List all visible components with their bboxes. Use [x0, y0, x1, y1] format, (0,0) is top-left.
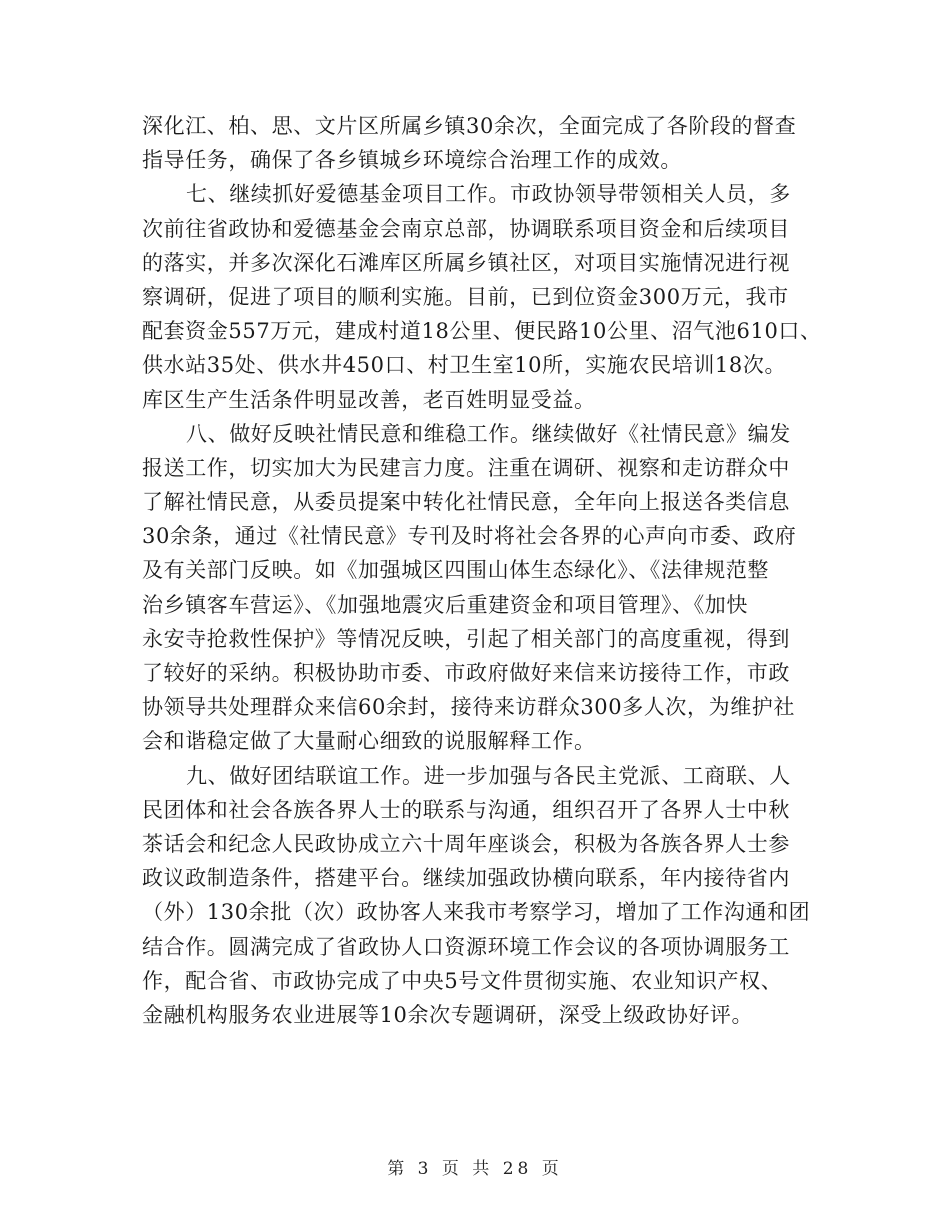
body-line: 察调研，促进了项目的顺利实施。目前，已到位资金300万元，我市 — [142, 284, 789, 309]
document-body — [142, 109, 822, 1032]
body-line: 了解社情民意，从委员提案中转化社情民意，全年向上报送各类信息 — [142, 490, 790, 515]
body-line: 库区生产生活条件明显改善，老百姓明显受益。 — [142, 387, 596, 412]
paragraph-first-line: 七、继续抓好爱德基金项目工作。市政协领导带领相关人员，多 — [186, 182, 791, 207]
body-line: 的落实，并多次深化石滩库区所属乡镇社区，对项目实施情况进行视 — [142, 250, 790, 275]
body-line: 次前往省政协和爱德基金会南京总部，协调联系项目资金和后续项目 — [142, 216, 790, 241]
body-line: 会和谐稳定做了大量耐心细致的说服解释工作。 — [142, 729, 596, 754]
paragraph-first-line: 八、做好反映社情民意和维稳工作。继续做好《社情民意》编发 — [186, 421, 791, 446]
body-line: 配套资金557万元，建成村道18公里、便民路10公里、沼气池610口、 — [142, 319, 822, 344]
body-line: 永安寺抢救性保护》等情况反映，引起了相关部门的高度重视，得到 — [142, 626, 790, 651]
body-line: 民团体和社会各族各界人士的联系与沟通，组织召开了各界人士中秋 — [142, 797, 790, 822]
body-line: （外）130余批（次）政协客人来我市考察学习，增加了工作沟通和团 — [142, 900, 811, 925]
body-line: 指导任务，确保了各乡镇城乡环境综合治理工作的成效。 — [142, 148, 682, 173]
body-line: 治乡镇客车营运》、《加强地震灾后重建资金和项目管理》、《加快 — [142, 592, 748, 617]
body-line: 政议政制造条件，搭建平台。继续加强政协横向联系，年内接待省内 — [142, 866, 790, 891]
body-line: 及有关部门反映。如《加强城区四围山体生态绿化》、《法律规范整 — [142, 558, 769, 583]
body-line: 深化江、柏、思、文片区所属乡镇30余次，全面完成了各阶段的督查 — [142, 114, 797, 138]
body-line: 30余条，通过《社情民意》专刊及时将社会各界的心声向市委、政府 — [142, 524, 797, 549]
body-line: 报送工作，切实加大为民建言力度。注重在调研、视察和走访群众中 — [142, 455, 790, 480]
body-line: 供水站35处、供水井450口、村卫生室10所，实施农民培训18次。 — [142, 353, 787, 378]
body-line: 金融机构服务农业进展等10余次专题调研，深受上级政协好评。 — [142, 1002, 754, 1027]
body-line: 协领导共处理群众来信60余封，接待来访群众300多人次，为维护社 — [142, 695, 796, 720]
body-line: 结合作。圆满完成了省政协人口资源环境工作会议的各项协调服务工 — [142, 934, 790, 959]
body-line: 茶话会和纪念人民政协成立六十周年座谈会，积极为各族各界人士参 — [142, 831, 790, 856]
body-line: 作，配合省、市政协完成了中央5号文件贯彻实施、农业知识产权、 — [142, 968, 783, 993]
body-line: 了较好的采纳。积极协助市委、市政府做好来信来访接待工作，市政 — [142, 661, 790, 685]
paragraph-first-line: 九、做好团结联谊工作。进一步加强与各民主党派、工商联、人 — [186, 763, 791, 788]
page-number-footer: 第 3 页 共 28 页 — [387, 1159, 563, 1179]
